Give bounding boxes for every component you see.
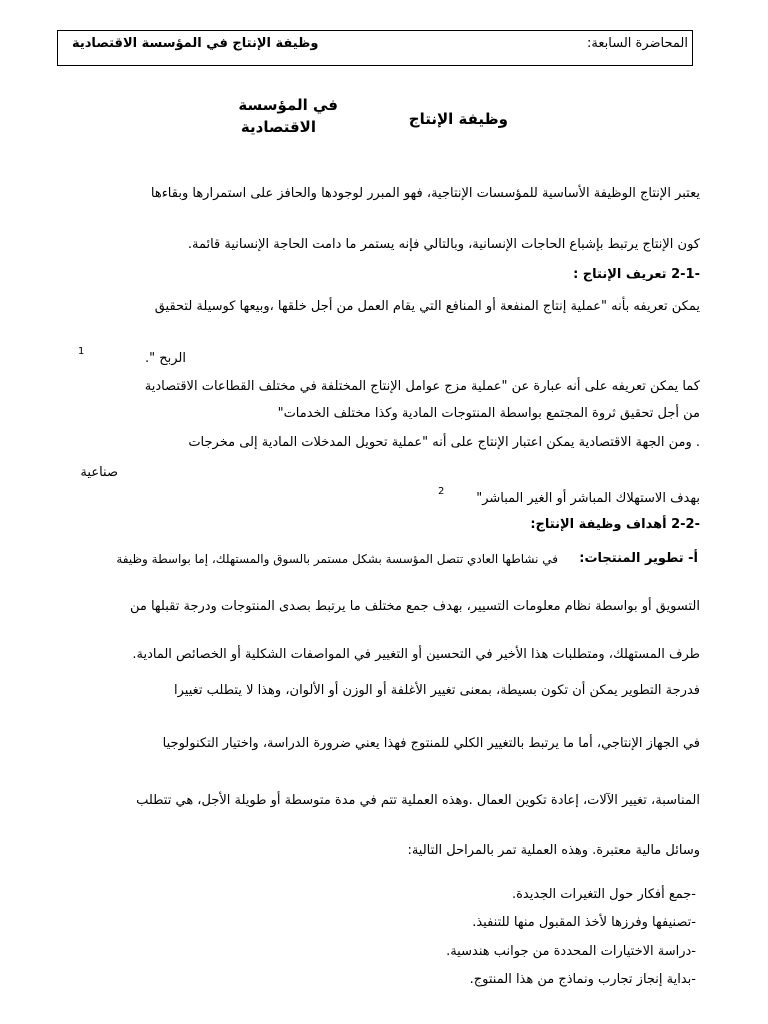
section2-heading: -2-2 أهداف وظيفة الإنتاج: [530,517,700,532]
item-a-line5: في الجهاز الإنتاجي، أما ما يرتبط بالتغيير الكلي للمنتوج فهذا يعني ضرورة الدراسة، واختيار التكنولوجيا [162,736,700,751]
definition-3a: . ومن الجهة الاقتصادية يمكن اعتبار الإنتاج على أنه "عملية تحويل المدخلات المادية إلى مخرجات [188,435,700,450]
title-part1: وظيفة الإنتاج [408,110,508,128]
item-a-line4: فدرجة التطوير يمكن أن تكون بسيطة، بمعنى تغيير الأغلفة أو الوزن أو الألوان، وهذا لا يتطلب تغييرا [174,683,700,698]
step-1: -جمع أفكار حول التغيرات الجديدة. [511,887,696,902]
step-3: -دراسة الاختيارات المحددة من جوانب هندسية. [446,944,696,959]
item-a-label: أ- تطوير المنتجات: [579,551,698,566]
definition-1-end: الربح ". [145,351,186,366]
item-a-line2: التسويق أو بواسطة نظام معلومات التسيير، بهدف جمع مختلف ما يرتبط بصدى المنتوجات ودرجة تقبلها من [129,599,700,614]
definition-1: يمكن تعريفه بأنه "عملية إنتاج المنفعة أو المنافع التي يقام العمل من أجل خلقها ،وبيعها كوسيلة لتحقيق [154,299,700,314]
intro-line2: كون الإنتاج يرتبط بإشباع الحاجات الإنسانية، وبالتالي فإنه يستمر ما دامت الحاجة الإنسانية قائمة. [187,237,700,252]
item-a-line3: طرف المستهلك، ومتطلبات هذا الأخير في التحسين أو التغيير في المواصفات الشكلية أو الخصائص المادية. [132,647,700,662]
footnote-2: 2 [438,486,445,497]
intro-line1: يعتبر الإنتاج الوظيفة الأساسية للمؤسسات الإنتاجية، فهو المبرر لوجودها والحافز على استمرارها وبقاءها [150,186,700,201]
title-part2: في المؤسسة [238,96,338,114]
lecture-label: المحاضرة السابعة: [587,36,688,51]
footnote-1: 1 [78,346,85,357]
lecture-title: وظيفة الإنتاج في المؤسسة الاقتصادية [72,36,319,51]
definition-2b: من أجل تحقيق ثروة المجتمع بواسطة المنتوجات المادية وكذا مختلف الخدمات" [277,406,700,421]
step-2: -تصنيفها وفرزها لأخذ المقبول منها للتنفيذ. [472,915,696,930]
item-a-line7: وسائل مالية معتبرة. وهذه العملية تمر بالمراحل التالية: [407,843,700,858]
item-a-line1: في نشاطها العادي تتصل المؤسسة بشكل مستمر بالسوق والمستهلك، إما بواسطة وظيفة [116,552,558,566]
title-part3: الاقتصادية [240,118,316,136]
definition-3b: صناعية [80,465,118,480]
step-4: -بداية إنجاز تجارب ونماذج من هذا المنتوج. [469,972,696,987]
definition-3c: بهدف الاستهلاك المباشر أو الغير المباشر" [476,491,700,506]
definition-2a: كما يمكن تعريفه على أنه عبارة عن "عملية مزج عوامل الإنتاج المختلفة في مختلف القطاعات الاقتصادية [144,379,700,394]
item-a-line6: المناسبة، تغيير الآلات، إعادة تكوين العمال .وهذه العملية تتم في مدة متوسطة أو طويلة الأجل، هي تتطلب [136,793,700,808]
section1-heading: -2-1 تعريف الإنتاج : [573,267,700,282]
